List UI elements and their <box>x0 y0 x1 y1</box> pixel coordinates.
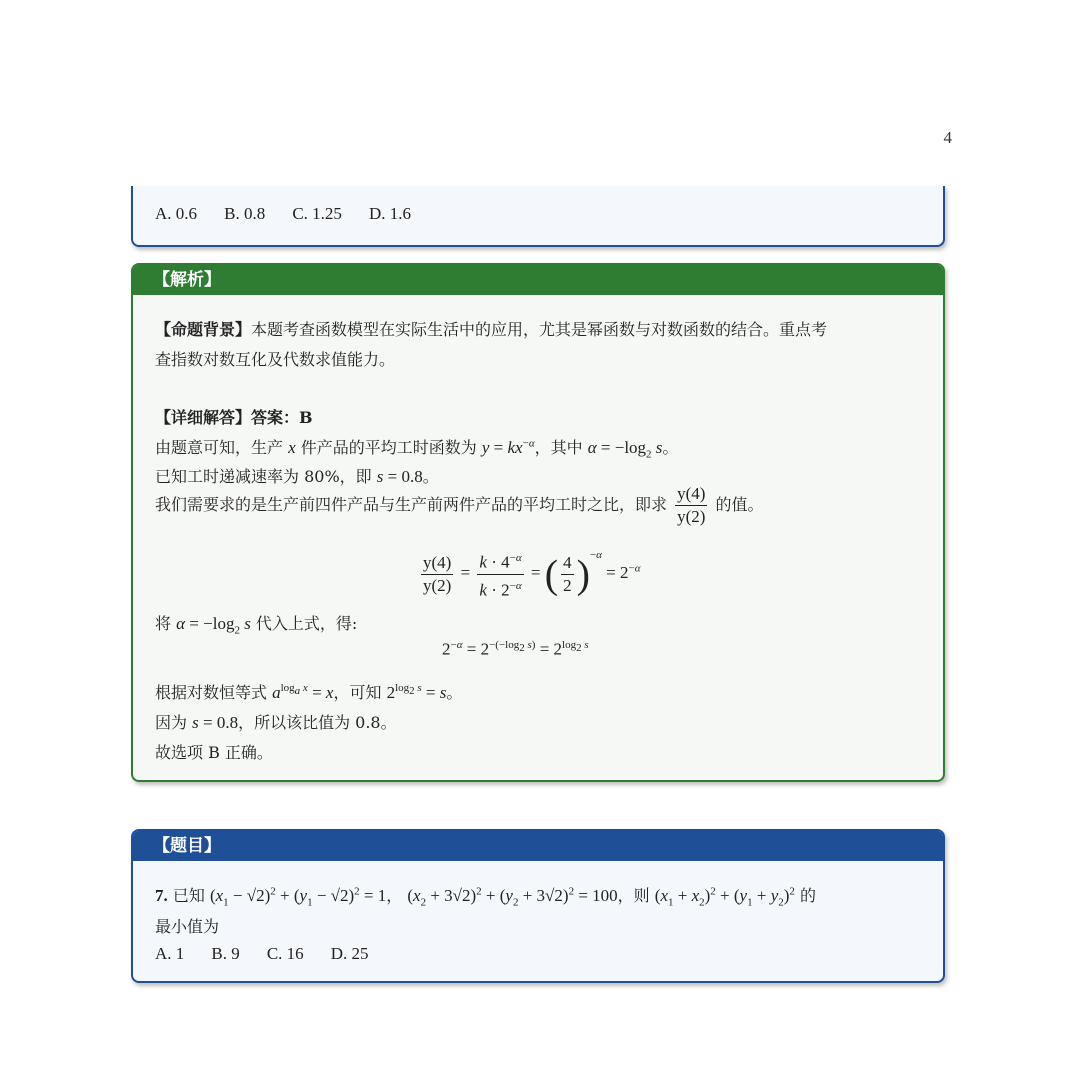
option-a: A. 0.6 <box>155 204 198 223</box>
solution-line-3 <box>155 483 764 528</box>
question-box <box>131 829 945 983</box>
math-result: $2^{log_2 s} = s$ <box>386 682 447 702</box>
math-ratio-fraction: $\frac{y(4)}{y(2)}$ <box>677 484 706 526</box>
text: 已知工时递减速率为 80%，即 <box>155 467 372 486</box>
text: ， <box>386 886 403 905</box>
substitution-line <box>155 611 357 636</box>
math-function: $y = kx^{-\alpha}$ <box>481 437 535 457</box>
math-circle-1: $(x_1 - √2)^2 + (y_1 - √2)^2 = 1$ <box>209 885 387 909</box>
math-alpha-def: $\alpha = -\log_2$ s <box>176 614 251 637</box>
option-c: C. 1.25 <box>292 204 342 223</box>
page-number: 4 <box>943 128 952 147</box>
previous-question-box <box>131 186 945 247</box>
background-paragraph-line2 <box>155 347 395 370</box>
text: 最小值为 <box>155 917 220 936</box>
equation-ratio: $\frac{y(4)}{y(2)}$ = $\frac{k \cdot 4^{-\alpha}}{k \cdot 2^{-\alpha}}$ = ( $\frac{4}{2}$ )$^{-\alpha} = 2^{-\alpha}$ <box>418 547 640 601</box>
conclusion-line <box>155 740 273 763</box>
option-d: D. 1.6 <box>369 204 412 223</box>
analysis-header: 【解析】 <box>133 265 943 295</box>
identity-line <box>155 680 462 703</box>
previous-question-options <box>133 186 943 224</box>
text: ，则 <box>617 886 650 905</box>
question-options <box>155 944 391 964</box>
text: 。 <box>422 467 439 486</box>
text: 件产品的平均工时函数为 <box>300 438 477 457</box>
text: 的 <box>800 886 817 905</box>
option-b: B. 0.8 <box>224 204 266 223</box>
question-line-2 <box>155 914 219 937</box>
background-text: 本题考查函数模型在实际生活中的应用，尤其是幂函数与对数函数的结合。重点考 <box>251 320 828 339</box>
text: 。 <box>446 683 463 702</box>
option-b: B. 9 <box>211 944 240 963</box>
math-alpha-def: $\alpha = -\log_2$ s <box>587 438 663 461</box>
analysis-box <box>131 263 945 782</box>
background-paragraph-line1 <box>155 317 827 340</box>
math-circle-2: $(x_2 + 3√2)^2 + (y_2 + 3√2)^2 = 100$ <box>407 885 618 909</box>
math-x: x <box>288 438 296 457</box>
text: ，所以该比值为 0.8。 <box>238 713 397 732</box>
text: 将 <box>155 614 172 633</box>
text: 因为 <box>155 713 188 732</box>
text: 根据对数恒等式 <box>155 683 268 702</box>
question-line-1 <box>155 883 816 908</box>
text: 代入上式，得: <box>255 614 358 633</box>
text: 由题意可知，生产 <box>155 438 284 457</box>
question-header: 【题目】 <box>133 831 943 861</box>
option-c: C. 16 <box>266 944 304 963</box>
detail-label: 【详细解答】 <box>155 408 252 427</box>
text: 故选项 B 正确。 <box>155 743 273 762</box>
option-d: D. 25 <box>330 944 369 963</box>
text: ，其中 <box>534 438 583 457</box>
because-line <box>155 710 397 733</box>
text: 我们需要求的是生产前四件产品与生产前两件产品的平均工时之比，即求 <box>155 495 668 514</box>
question-number: 7. <box>155 886 168 905</box>
answer-label: 答案：B <box>251 408 313 427</box>
background-label: 【命题背景】 <box>155 320 252 339</box>
text: 。 <box>662 438 679 457</box>
solution-line-1 <box>155 435 678 460</box>
math-log-identity: $a^{log_a x} = x$ <box>272 682 334 702</box>
option-a: A. 1 <box>155 944 185 963</box>
background-text-cont: 查指数对数互化及代数求值能力。 <box>155 350 396 369</box>
text: ，可知 <box>333 683 382 702</box>
math-target: $(x_1 + x_2)^2 + (y_1 + y_2)^2$ <box>654 885 795 909</box>
detail-heading <box>155 405 313 428</box>
text: 的值。 <box>715 495 764 514</box>
equation-substitution: $2^{-\alpha} = 2^{-(-log_2 s)} = 2^{log_2 s}$ <box>442 639 589 659</box>
math-s-value: s = 0.8 <box>192 713 239 732</box>
text: 已知 <box>172 886 205 905</box>
math-s-value: s = 0.8 <box>376 467 423 486</box>
